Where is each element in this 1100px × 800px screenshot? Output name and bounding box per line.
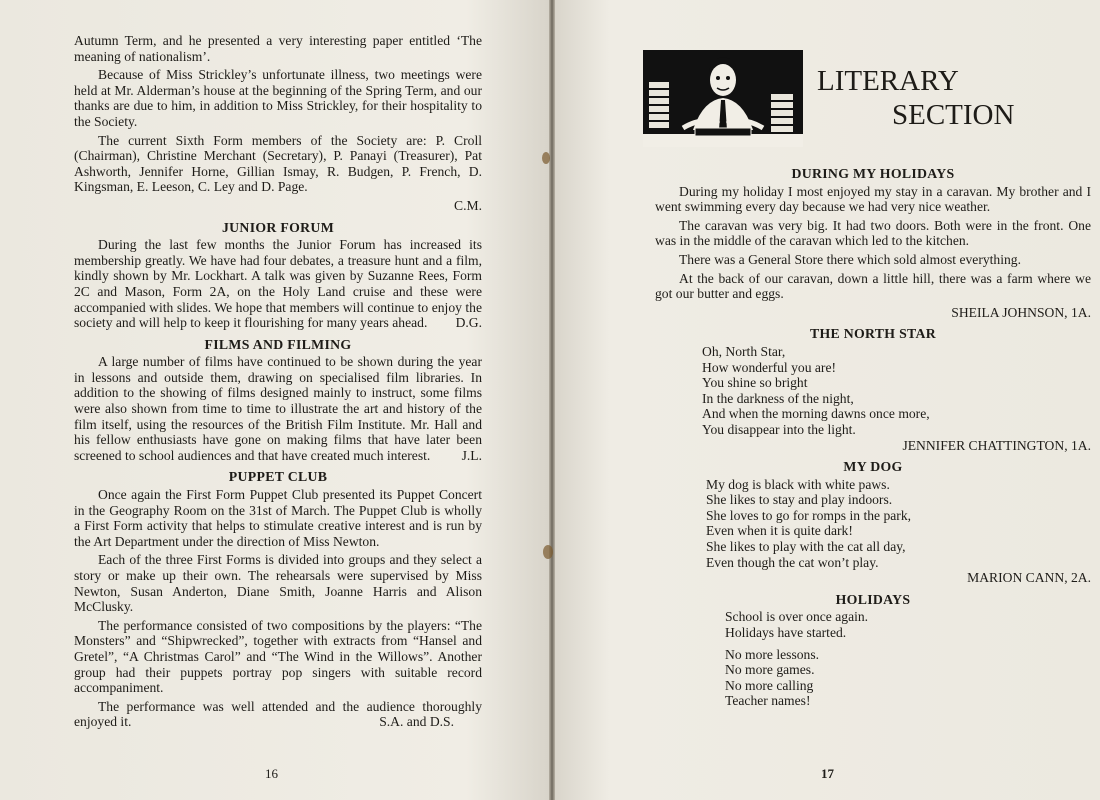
right-page — [555, 0, 1100, 800]
junior-forum-heading: JUNIOR FORUM — [221, 219, 335, 235]
puppet-final-body: The performance was well attended and the audience thoroughly enjoyed it. — [74, 698, 482, 730]
junior-forum-signature: D.G. — [455, 315, 482, 331]
my-dog-heading: MY DOG — [843, 459, 903, 475]
poem-line: No more calling — [725, 677, 814, 693]
left-column — [74, 33, 482, 733]
poem-line: She likes to play with the cat all day, — [706, 539, 906, 555]
paper-stain — [542, 152, 550, 164]
poem-line: No more lessons. — [725, 646, 820, 662]
holidays-story-heading: DURING MY HOLIDAYS — [791, 166, 955, 181]
poem-line: How wonderful you are! — [702, 359, 837, 375]
puppet-club-heading: PUPPET CLUB — [228, 469, 328, 485]
poem-line: No more games. — [725, 662, 815, 678]
puppet-paragraph: The performance consisted of two compositions by the players: “The Monsters” and “Shipwrecked”, together with extracts from “Hansel and Gretel”, “A Christmas Carol” and “The Wind in the Willows”. Another group had their puppets portray pop singers with suitable record accompaniment. — [74, 617, 482, 696]
films-heading: FILMS AND FILMING — [204, 336, 352, 352]
north-star-author: JENNIFER CHATTINGTON, 1A. — [902, 437, 1091, 453]
section-title-line1: LITERARY — [817, 65, 959, 97]
poem-line: You shine so bright — [702, 375, 808, 391]
story-author: SHEILA JOHNSON, 1A. — [951, 304, 1091, 320]
intro-paragraph: Autumn Term, and he presented a very interesting paper entitled ‘The meaning of nationalism’. — [74, 33, 482, 64]
poem-line: She loves to go for romps in the park, — [706, 507, 912, 523]
films-body: A large number of films have continued to be shown during the year in lessons and outside them, drawing on specialised film libraries. In addition to the showing of films designed mainly to instruct, some films were also shown from time to time to illustrate the art and history of the film itself, using the resources of the British Film Institute. Mr. Hall and his fellow enthusiasts have gone on making films that have later been screened to school audiences and that have created much interest. — [74, 354, 482, 463]
my-dog-author: MARION CANN, 2A. — [967, 570, 1091, 586]
story-paragraph: During my holiday I most enjoyed my stay in a caravan. My brother and I went swimming every day because we had very nice weather. — [655, 183, 1091, 215]
films-signature: J.L. — [461, 447, 482, 463]
junior-forum-body: During the last few months the Junior Forum has increased its membership greatly. We have had four debates, a treasure hunt and a film, kindly shown by Mr. Lockhart. A talk was given by Suzanne Rees, Form 2C and Mason, Form 2A, on the Holy Land cruise and these were accompanied with slides. We hope that members will continue to enjoy the society and will help to keep it flourishing for many years ahead. — [74, 237, 482, 331]
page-number-right: 17 — [821, 766, 834, 781]
puppet-paragraph-final — [74, 699, 482, 730]
story-paragraph: At the back of our caravan, down a little hill, there was a farm where we got our butter and eggs. — [655, 270, 1091, 302]
intro-signature: C.M. — [454, 197, 482, 213]
poem-line: Teacher names! — [725, 693, 811, 709]
puppet-signature: S.A. and D.S. — [379, 714, 454, 730]
poem-line: Even when it is quite dark! — [706, 523, 853, 539]
poem-line: In the darkness of the night, — [702, 390, 854, 406]
paper-stain — [543, 545, 553, 559]
intro-paragraph: Because of Miss Strickley’s unfortunate illness, two meetings were held at Mr. Alderman’s house at the beginning of the Spring Term, and our thanks are due to him, in addition to Miss Strickley, for their hospitality to the Society. — [74, 67, 482, 129]
poem-line: Even though the cat won’t play. — [706, 554, 879, 570]
teacher-at-desk-illustration — [643, 50, 803, 147]
poem-line: And when the morning dawns once more, — [702, 406, 930, 422]
holidays-poem — [655, 609, 1091, 709]
intro-paragraph: The current Sixth Form members of the Society are: P. Croll (Chairman), Christine Merchant (Secretary), P. Panayi (Treasurer), Pat Ashworth, Jennifer Horne, Gillian Ismay, R. Budgen, P. French, D. Kingsman, E. Leeson, C. Ley and D. Page. — [74, 132, 482, 195]
poem-line: You disappear into the light. — [702, 421, 856, 437]
films-text — [74, 354, 482, 463]
north-star-heading: THE NORTH STAR — [809, 326, 937, 342]
poem-line: Holidays have started. — [725, 625, 847, 641]
junior-forum-text — [74, 237, 482, 331]
holidays-poem-heading: HOLIDAYS — [835, 591, 911, 607]
puppet-paragraph: Once again the First Form Puppet Club presented its Puppet Concert in the Geography Room on the 31st of March. The Puppet Club is wholly a First Form activity that helps to stimulate creative interest and is run by the Art Department under the direction of Miss Newton. — [74, 487, 482, 549]
section-title-line2: SECTION — [892, 99, 1015, 131]
north-star-poem — [655, 344, 1091, 438]
literary-section-title — [817, 64, 1017, 132]
left-page — [0, 0, 549, 800]
poem-line: My dog is black with white paws. — [706, 476, 890, 492]
right-column — [655, 166, 1091, 709]
poem-line: She likes to stay and play indoors. — [706, 492, 893, 508]
my-dog-poem — [655, 477, 1091, 571]
page-number-left: 16 — [265, 766, 278, 781]
story-paragraph: The caravan was very big. It had two doors. Both were in the front. One was in the middle of the caravan which led to the kitchen. — [655, 217, 1091, 249]
story-paragraph: There was a General Store there which sold almost everything. — [679, 251, 1021, 267]
poem-line: Oh, North Star, — [702, 343, 786, 359]
puppet-paragraph: Each of the three First Forms is divided into groups and they select a story or make up their own. The rehearsals were supervised by Miss Newton, Susan Anderton, Diane Smith, Joanne Harris and Alison McClusky. — [74, 552, 482, 615]
poem-line: School is over once again. — [725, 609, 869, 625]
